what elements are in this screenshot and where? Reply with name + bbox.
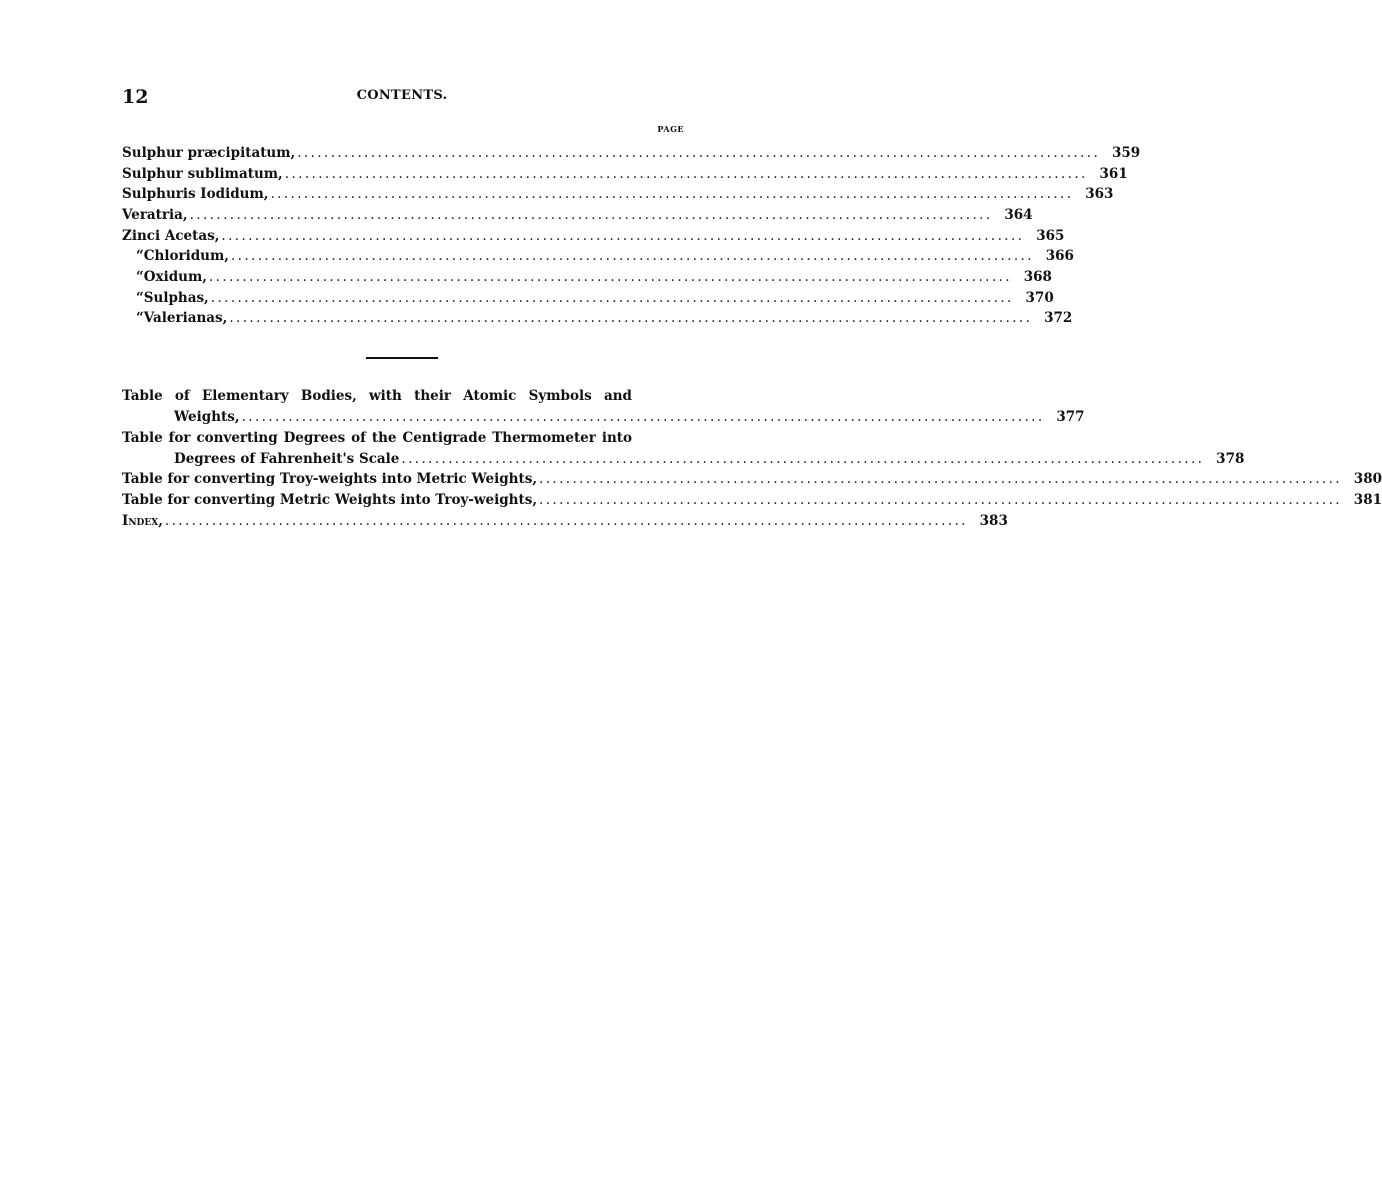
leader-dots: ........................................................................................................................ [284, 165, 1088, 182]
toc-entry-page: 372 [1044, 310, 1073, 327]
toc-entry-page: 370 [1025, 289, 1054, 306]
toc-entry-label: Oxidum, [143, 269, 207, 286]
leader-dots: ........................................................................................................................ [270, 186, 1074, 203]
page-column-label: PAGE [657, 124, 684, 134]
toc-entry-zinci-chloridum [122, 246, 1074, 267]
ditto-mark: “ [136, 248, 144, 265]
toc-entry-page: 368 [1023, 269, 1052, 286]
toc-entry-page: 365 [1036, 227, 1065, 244]
toc-entry-zinci-acetas [122, 226, 1065, 247]
toc-list-top [122, 143, 1141, 329]
toc-entry-zinci-valerianas [122, 309, 1073, 330]
toc-entry-page: 378 [1216, 450, 1245, 467]
toc-entry-page: 363 [1085, 186, 1114, 203]
page-header [122, 86, 682, 108]
toc-entry-page: 383 [979, 512, 1008, 529]
leader-dots: ........................................................................................................................ [539, 492, 1342, 509]
toc-entry-label-line2: Degrees of Fahrenheit's Scale [174, 450, 400, 467]
leader-dots: ........................................................................................................................ [241, 408, 1045, 425]
toc-entry-label-line1: Table for converting Degrees of the Centigrade Thermometer into [122, 429, 632, 446]
toc-entry-continuation [122, 449, 1245, 470]
toc-entry-label-line1: Table of Elementary Bodies, with their Atomic Symbols and [122, 388, 632, 404]
toc-entry-sulphuris-iodidum [122, 184, 1114, 205]
toc-entry-label: Veratria, [122, 207, 188, 224]
toc-entry-label: Valerianas, [143, 310, 228, 327]
leader-dots: ........................................................................................................................ [229, 310, 1033, 327]
leader-dots: ........................................................................................................................ [230, 248, 1034, 265]
leader-dots: ........................................................................................................................ [297, 144, 1101, 161]
running-title: CONTENTS. [356, 88, 448, 103]
leader-dots: ........................................................................................................................ [210, 289, 1014, 306]
toc-entry-label: Sulphur sublimatum, [122, 165, 283, 182]
toc-entry-sulphur-praecipitatum [122, 143, 1141, 164]
ditto-mark: “ [136, 269, 144, 286]
page-number: 12 [122, 86, 149, 108]
toc-entry-label: Sulphuris Iodidum, [122, 186, 269, 203]
leader-dots: ........................................................................................................................ [208, 269, 1012, 286]
toc-entry-label: Table for converting Metric Weights into Troy-weights, [122, 492, 538, 509]
toc-entry-label: Table for converting Troy-weights into Metric Weights, [122, 471, 538, 488]
toc-entry-page: 381 [1353, 492, 1382, 509]
ditto-mark: “ [136, 289, 144, 306]
toc-entry-label: Chloridum, [143, 248, 229, 265]
toc-entry-label: Index, [122, 512, 163, 529]
toc-entry-centigrade-table [122, 428, 1245, 470]
section-divider-rule [366, 357, 438, 359]
leader-dots: ........................................................................................................................ [189, 207, 993, 224]
toc-entry-page: 380 [1353, 471, 1382, 488]
toc-entry-sulphur-sublimatum [122, 164, 1128, 185]
toc-entry-troy-to-metric [122, 469, 1382, 490]
toc-entry-metric-to-troy [122, 490, 1382, 511]
toc-entry-page: 377 [1056, 408, 1085, 425]
ditto-mark: “ [136, 310, 144, 327]
toc-list-tables [122, 386, 1382, 531]
toc-entry-page: 361 [1099, 165, 1128, 182]
toc-entry-label: Sulphas, [143, 289, 209, 306]
toc-entry-label-line2: Weights, [174, 408, 240, 425]
toc-entry-page: 359 [1112, 144, 1141, 161]
leader-dots: ........................................................................................................................ [539, 471, 1342, 488]
toc-entry-label: Zinci Acetas, [122, 227, 220, 244]
toc-entry-veratria [122, 205, 1033, 226]
leader-dots: ........................................................................................................................ [401, 450, 1205, 467]
toc-entry-page: 364 [1004, 207, 1033, 224]
toc-entry-zinci-oxidum [122, 267, 1052, 288]
toc-entry-elementary-bodies [122, 386, 1085, 428]
toc-entry-label: Sulphur præcipitatum, [122, 144, 296, 161]
leader-dots: ........................................................................................................................ [164, 512, 968, 529]
toc-entry-page: 366 [1045, 248, 1074, 265]
toc-entry-continuation [122, 407, 1085, 428]
leader-dots: ........................................................................................................................ [221, 227, 1025, 244]
toc-entry-index [122, 511, 1008, 532]
toc-entry-zinci-sulphas [122, 288, 1054, 309]
